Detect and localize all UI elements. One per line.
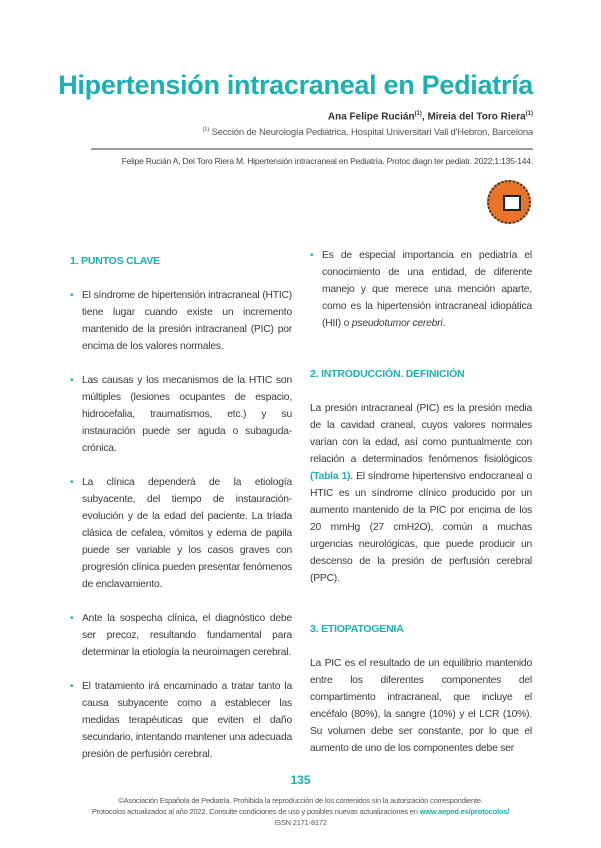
issn: ISSN 2171-8172 xyxy=(274,818,327,827)
page-number: 135 xyxy=(290,773,311,787)
list-item: • El tratamiento irá encaminado a tratar tanto la causa subyacente como a establecer las medidas terapéuticas que eviten el daño secundario, intentando mantener una adecuada presión de perfusión cerebral. xyxy=(70,678,292,763)
list-item: • La clínica dependerá de la etiología subyacente, del tiempo de instauración-evolución y de la edad del paciente. La tríada clásica de cefalea, vómitos y edema de papila puede ser variable y los casos graves con progresión clínica pueden presentar fenómenos de enclavamiento. xyxy=(70,474,292,593)
list-item: • Las causas y los mecanismos de la HTIC son múltiples (lesiones ocupantes de espacio, hidrocefalia, traumatismos, etc.) y su instauración puede ser aguda o subaguda-crónica. xyxy=(70,372,292,457)
section-heading: 3. ETIOPATOGENIA xyxy=(310,623,404,635)
protocols-link[interactable]: www.aeped.es/protocolos/ xyxy=(419,807,510,816)
footer-note: Protocolos actualizados al año 2022. Consulte condiciones de uso y posibles nuevas actualizaciones en www.aeped.es/protocolos/ xyxy=(91,807,510,816)
table-link[interactable]: (Tabla 1) xyxy=(310,471,351,482)
section-heading: 2. INTRODUCCIÓN. DEFINICIÓN xyxy=(310,368,465,380)
page-title: Hipertensión intracraneal en Pediatría xyxy=(58,70,533,100)
list-item: • El síndrome de hipertensión intracraneal (HTIC) tiene lugar cuando existe un incremento mantenido de la presión intracraneal (PIC) por encima de los valores normales. xyxy=(70,287,292,355)
paragraph: La PIC es el resultado de un equilibrio mantenido entre los diferentes componentes del compartimento intracraneal, que incluye el encéfalo (80%), la sangre (10%) y el LCR (10%). Su volumen debe ser constante, por lo que el aumento de uno de los componentes debe ser xyxy=(310,658,532,754)
right-column xyxy=(310,247,532,757)
author: Ana Felipe Rucián xyxy=(327,111,415,123)
qr-code-icon[interactable] xyxy=(487,180,531,224)
paragraph: La presión intracraneal (PIC) es la presión media de la cavidad craneal, cuyos valores normales varían con la edad, así como puntualmente con relación a determinados fenómenos fisiológicos (Tabla 1). El síndrome hipertensivo endocraneal o HTIC es un síndrome clínico producido por un aumento mantenido de la PIC por encima de los 20 mmHg (27 cmH2O), común a muchas urgencias neurológicas, que puede producir un descenso de la presión de perfusión cerebral (PPC). xyxy=(310,403,533,584)
authors: Ana Felipe Rucián$^{(1)}$, Mireia del Toro Riera$^{(1)}$ xyxy=(327,111,533,123)
left-column xyxy=(70,253,292,763)
list-item: • Es de especial importancia en pediatría el conocimiento de una entidad, de diferente manejo y que merece una mención aparte, como es la hipertensión intracraneal idiopática (HII) o pseudotumor cerebri. xyxy=(310,247,532,332)
section-heading: 1. PUNTOS CLAVE xyxy=(70,255,160,267)
copyright: ©Asociación Española de Pediatría. Prohibida la reproducción de los contenidos sin la autorización correspondiente. xyxy=(118,796,483,805)
citation: Felipe Rucián A, Del Toro Riera M. Hipertensión intracraneal en Pediatría. Protoc diagn ter pediatr. 2022;1:135-144. xyxy=(121,156,533,166)
list-item: • Ante la sospecha clínica, el diagnóstico debe ser precoz, resultando fundamental para determinar la etiología la neuroimagen cerebral. xyxy=(70,610,292,661)
author: Mireia del Toro Riera xyxy=(427,111,526,123)
divider xyxy=(91,148,533,150)
affiliation: $^{(1)}$ Sección de Neurología Pediátrica. Hospital Universitari Vall d'Hebron, Barcelona xyxy=(202,127,533,139)
